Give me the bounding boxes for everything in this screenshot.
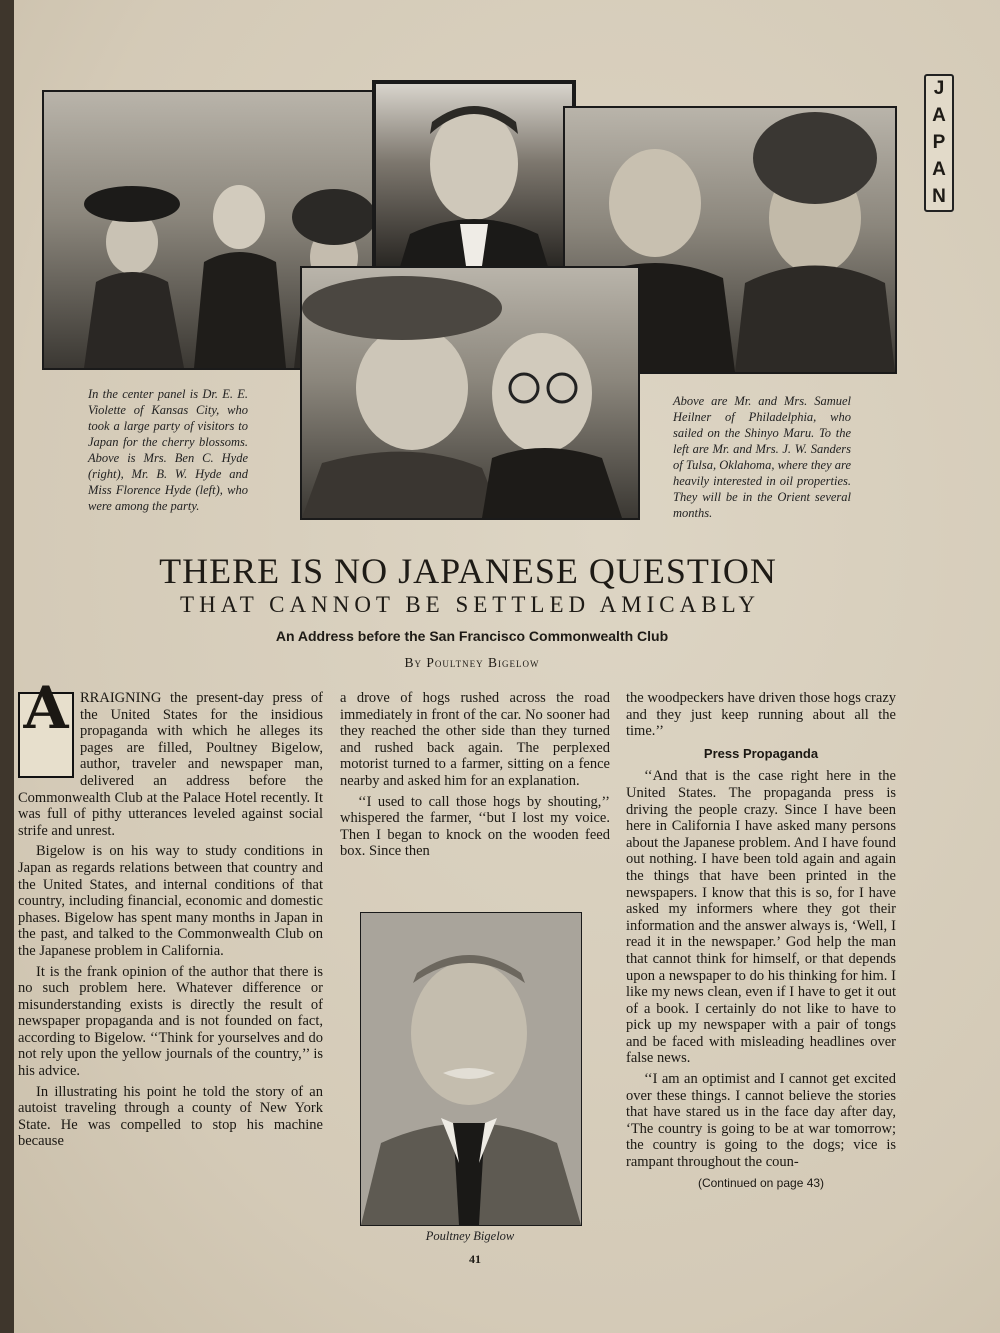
- column-1: [18, 674, 323, 1154]
- section-tab-japan: [924, 74, 954, 212]
- photo-dr-violette: [372, 80, 576, 284]
- paragraph: Bigelow is on his way to study conditions in Japan as regards relations between that country and the United States, and internal conditions of that country, including financial, economic and domestic phases. Bigelow has spent many months in Japan in the past, and talked to the Commonwealth Club on the Japanese problem in California.: [18, 843, 323, 959]
- paragraph: the woodpeckers have driven those hogs crazy and they just keep running about all the time.’’: [626, 690, 896, 740]
- photo-poultney-bigelow-image: [361, 913, 581, 1225]
- paragraph: ‘‘I used to call those hogs by shouting,’’ whispered the farmer, ‘‘but I lost my voice. Then I began to knock on the wooden feed box. Since then: [340, 793, 610, 860]
- tab-letter: P: [932, 131, 946, 153]
- article-deck: An Address before the San Francisco Commonwealth Club: [275, 628, 669, 644]
- paragraph: In illustrating his point he told the story of an autoist traveling through a county of New York State. He was compelled to stop his machine because: [18, 1083, 323, 1150]
- photo-poultney-bigelow: [360, 912, 582, 1226]
- tab-letter: A: [932, 105, 946, 127]
- page-number: 41: [469, 1252, 481, 1266]
- tab-letter: A: [932, 158, 946, 180]
- photo-sanders-couple: [300, 266, 640, 520]
- lead-text: RRAIGNING the present-day press of the United States for the insidious propaganda with which he alleges its pages are filled, Poultney Bigelow, author, traveler and newspaper man, delivered an address before the Commonwealth Club at the Palace Hotel recently. It was full of pithy utterances leveled against social strife and unrest.: [18, 690, 323, 839]
- tab-letter: J: [933, 78, 945, 100]
- caption-right: Above are Mr. and Mrs. Samuel Heilner of Philadelphia, who sailed on the Shinyo Maru. To the left are Mr. and Mrs. J. W. Sanders of Tulsa, Oklahoma, where they are heavily interested in oil properties. They will be in the Orient several months.: [673, 394, 851, 520]
- article-title: THERE IS NO JAPANESE QUESTION: [159, 551, 777, 591]
- dropcap-ornament: [18, 674, 74, 778]
- paragraph: It is the frank opinion of the author that there is no such problem here. Whatever difference or misunderstanding exists is directly the result of newspaper propaganda and is not founded on fact, according to Bigelow. ‘‘Think for yourselves and do not rely upon the yellow journals of the country,’’ is his advice.: [18, 963, 323, 1080]
- byline: By Poultney Bigelow: [404, 655, 540, 670]
- paragraph-lead: [18, 674, 323, 839]
- paragraph: a drove of hogs rushed across the road immediately in front of the car. No sooner had they reached the other side than they turned and rushed back again. The perplexed motorist turned to a farmer, sitting on a fence nearby and asked him for an explanation.: [340, 690, 610, 789]
- paragraph: ‘‘I am an optimist and I cannot get excited over these things. I cannot believe the stories that have stared us in the face day after day, ‘The country is going to be at war tomorrow; the country is going to the dogs; vice is rampant throughout the coun-: [626, 1071, 896, 1171]
- photo-dr-violette-image: [376, 84, 572, 280]
- column-2: [340, 690, 610, 864]
- paragraph: ‘‘And that is the case right here in the United States. The propaganda press is driving the people crazy. Since I have been here in California I have asked many persons about the Japanese problem. And I have found out nothing. I have been told again and again the things that have been printed in the newspapers. I know that this is so, for I have asked my informers where they got their information and the answer always is, ‘Well, I read it in the newspaper.’ God help the man that cannot think for himself, or that depends upon a newspaper to do his thinking for him. I like my news clean, even if I have to get it out of a book. I certainly do not like to have to pick up my newspaper with a pair of tongs and be faced with misleading headlines over false news.: [626, 768, 896, 1067]
- tab-letter: N: [932, 185, 946, 207]
- article-subtitle: THAT CANNOT BE SETTLED AMICABLY: [180, 592, 760, 617]
- continued-notice: (Continued on page 43): [697, 1175, 825, 1190]
- column-3: [626, 690, 896, 1191]
- photo-sanders-couple-image: [302, 268, 638, 518]
- subhead-press-propaganda: Press Propaganda: [703, 745, 819, 761]
- dropcap-letter: A: [23, 674, 69, 742]
- caption-left: In the center panel is Dr. E. E. Violette of Kansas City, who took a large party of visitors to Japan for the cherry blossoms. Above is Mrs. Ben C. Hyde (right), Mr. B. W. Hyde and Miss Florence Hyde (left), who were among the party.: [88, 387, 248, 513]
- caption-portrait: Poultney Bigelow: [425, 1229, 515, 1243]
